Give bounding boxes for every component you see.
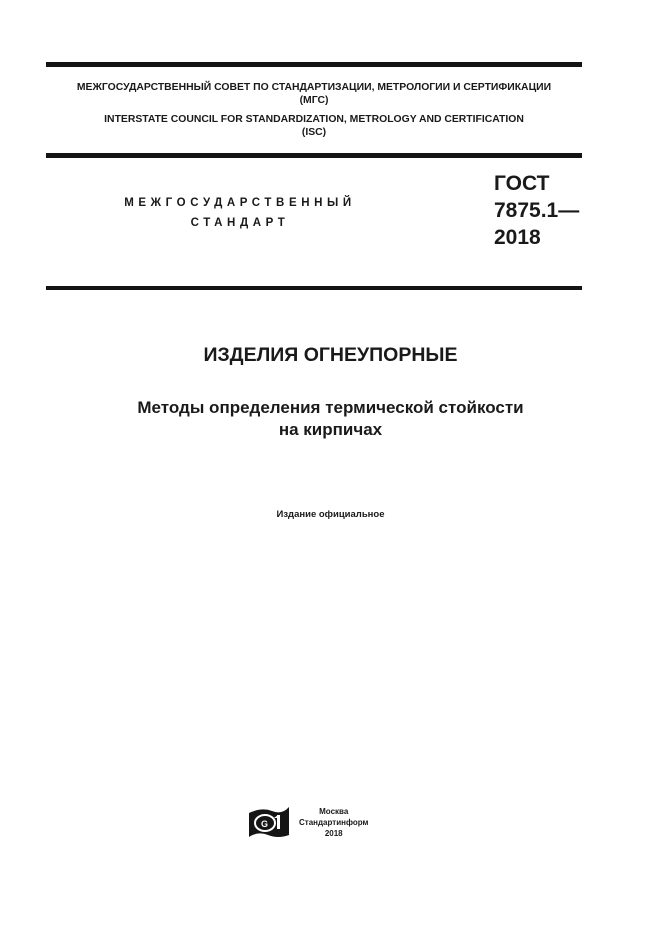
publisher-block (248, 805, 368, 839)
designation-line1: ГОСТ (494, 172, 550, 195)
publisher-name: Стандартинформ (299, 817, 369, 827)
edition-label: Издание официальное (276, 509, 385, 520)
standard-type-line2: СТАНДАРТ (190, 217, 290, 229)
subtitle-line1: Методы определения термической стойкости (137, 398, 524, 417)
publisher-year: 2018 (324, 828, 343, 838)
council-ru-block (46, 81, 582, 107)
standard-type (100, 193, 380, 233)
publisher-text (299, 806, 368, 839)
middle-rule (46, 153, 582, 158)
council-en-abbr: (ISC) (301, 127, 327, 138)
standard-type-line1: МЕЖГОСУДАРСТВЕННЫЙ (124, 197, 356, 209)
bottom-rule (46, 286, 582, 290)
council-ru-name: МЕЖГОСУДАРСТВЕННЫЙ СОВЕТ ПО СТАНДАРТИЗАЦИИ, МЕТРОЛОГИИ И СЕРТИФИКАЦИИ (76, 82, 552, 93)
council-ru-abbr: (МГС) (299, 95, 329, 106)
document-subtitle (0, 397, 661, 441)
document-title: ИЗДЕЛИЯ ОГНЕУПОРНЫЕ (203, 344, 458, 366)
standard-designation (494, 170, 579, 251)
designation-line2: 7875.1— (494, 199, 580, 222)
subtitle-line2: на кирпичах (278, 420, 383, 439)
publisher-city: Москва (319, 806, 349, 816)
top-rule (46, 62, 582, 67)
council-en-name: INTERSTATE COUNCIL FOR STANDARDIZATION, METROLOGY AND CERTIFICATION (104, 114, 524, 125)
svg-text:G: G (261, 819, 269, 829)
council-en-block (46, 113, 582, 139)
standartinform-logo-icon (248, 805, 290, 839)
designation-line3: 2018 (494, 226, 541, 249)
